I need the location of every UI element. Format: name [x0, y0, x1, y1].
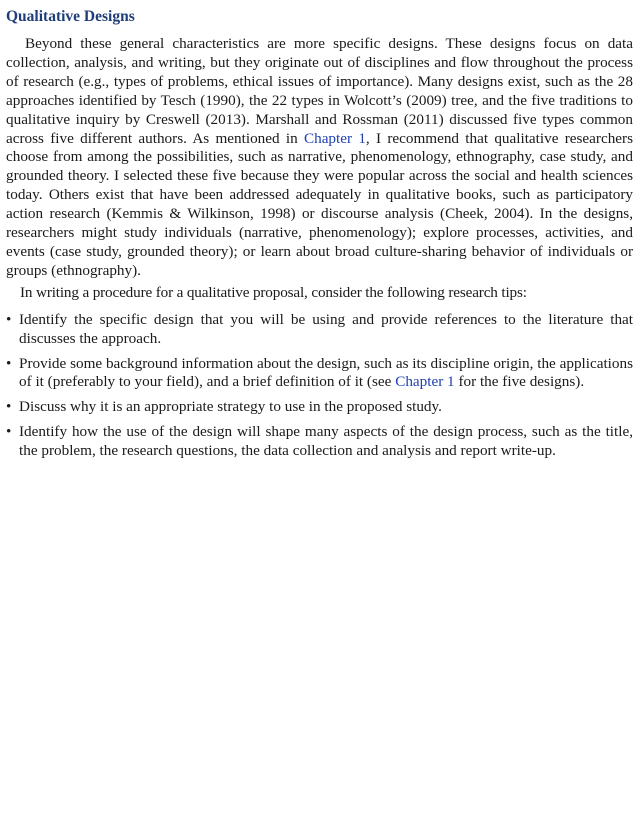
list-item-text: Identify the specific design that you will be using and provide references to the literature that discusses the approach.	[19, 310, 633, 347]
body-paragraph-tips-intro: In writing a procedure for a qualitative proposal, consider the following research tips:	[20, 283, 527, 301]
paragraph-text: , I recommend that qualitative researchers choose from among the possibilities, such as narrative, phenomenology, ethnography, case study, and grounded theory. I selected these five because they were popular across the social and health sciences today. Others exist that have been addressed adequately in qualitative books, such as participatory action research (Kemmis & Wilkinson, 1998) or discourse analysis (Cheek, 2004). In the designs, researchers might study individuals (narrative, phenomenology); explore processes, activities, and events (case study, grounded theory); or learn about broad culture-sharing behavior of individuals or groups (ethnography).	[6, 129, 634, 279]
chapter-1-link[interactable]: Chapter 1	[303, 129, 366, 147]
list-item	[6, 398, 633, 417]
body-paragraph-designs	[6, 35, 633, 281]
chapter-1-link[interactable]: Chapter 1	[395, 373, 455, 391]
list-item	[6, 423, 633, 461]
list-item-text: Discuss why it is an appropriate strategy to use in the proposed study.	[19, 398, 442, 416]
list-item	[6, 355, 633, 393]
paragraph-text: Beyond these general characteristics are more specific designs. These designs focus on data collection, analysis, and writing, but they originate out of disciplines and flow throughout the process of research (e.g., types of problems, ethical issues of importance). Many designs exist, such as the 28 approaches identified by Tesch (1990), the 22 types in Wolcott’s (2009) tree, and the five traditions to qualitative inquiry by Creswell (2013). Marshall and Rossman (2011) discussed five types common across five different authors. As mentioned in	[6, 35, 633, 147]
list-item-text: for the five designs).	[454, 373, 585, 391]
list-item-text: Provide some background information about the design, such as its discipline origin, the applications of it (preferably to your field), and a brief definition of it (see	[19, 354, 633, 391]
section-heading: Qualitative Designs	[6, 8, 135, 25]
bullet-marker: •	[6, 354, 12, 372]
research-tips-list	[6, 311, 633, 461]
list-item	[6, 311, 633, 349]
bullet-marker: •	[6, 423, 12, 441]
list-item-text: Identify how the use of the design will shape many aspects of the design process, such as the title, the problem, the research questions, the data collection and analysis and report write-up.	[19, 423, 633, 460]
bullet-marker: •	[6, 398, 12, 416]
bullet-marker: •	[6, 310, 12, 328]
